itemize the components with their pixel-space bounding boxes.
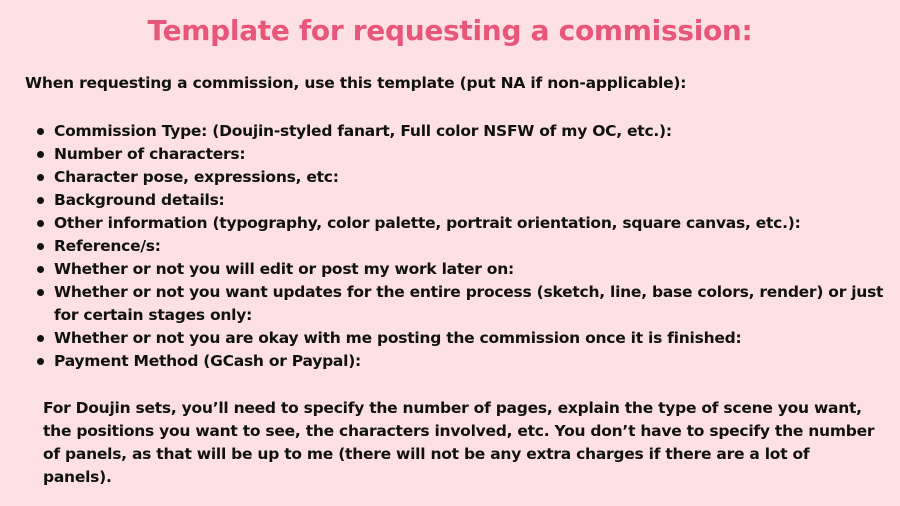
bullet-icon	[37, 289, 44, 296]
bullet-icon	[37, 220, 44, 227]
template-field-list	[36, 120, 886, 373]
bullet-icon	[37, 335, 44, 342]
bullet-icon	[37, 128, 44, 135]
bullet-icon	[37, 358, 44, 365]
list-item	[36, 327, 886, 350]
list-item	[36, 120, 886, 143]
list-item	[36, 166, 886, 189]
bullet-icon	[37, 266, 44, 273]
page-title: Template for requesting a commission:	[147, 14, 753, 47]
field-posting-permission: Whether or not you are okay with me posting the commission once it is finished:	[54, 329, 742, 347]
list-item	[36, 235, 886, 258]
list-item	[36, 143, 886, 166]
list-item	[36, 258, 886, 281]
bullet-icon	[37, 197, 44, 204]
list-item	[36, 212, 886, 235]
intro-text: When requesting a commission, use this template (put NA if non-applicable):	[25, 74, 687, 92]
field-process-updates: Whether or not you want updates for the entire process (sketch, line, base colors, render) or just for certain stages only:	[54, 283, 884, 324]
field-background-details: Background details:	[54, 191, 225, 209]
bullet-icon	[37, 151, 44, 158]
field-other-information: Other information (typography, color palette, portrait orientation, square canvas, etc.):	[54, 214, 801, 232]
bullet-icon	[37, 243, 44, 250]
doujin-note: For Doujin sets, you’ll need to specify the number of pages, explain the type of scene you want, the positions you want to see, the characters involved, etc. You don’t have to specify the number of panels, as that will be up to me (there will not be any extra charges if there are a lot of panels).	[43, 399, 875, 486]
field-character-pose: Character pose, expressions, etc:	[54, 168, 339, 186]
field-number-of-characters: Number of characters:	[54, 145, 246, 163]
list-item	[36, 189, 886, 212]
bullet-icon	[37, 174, 44, 181]
field-commission-type: Commission Type: (Doujin-styled fanart, Full color NSFW of my OC, etc.):	[54, 122, 672, 140]
field-payment-method: Payment Method (GCash or Paypal):	[54, 352, 361, 370]
field-references: Reference/s:	[54, 237, 161, 255]
field-edit-or-post: Whether or not you will edit or post my work later on:	[54, 260, 514, 278]
list-item	[36, 350, 886, 373]
list-item	[36, 281, 886, 327]
